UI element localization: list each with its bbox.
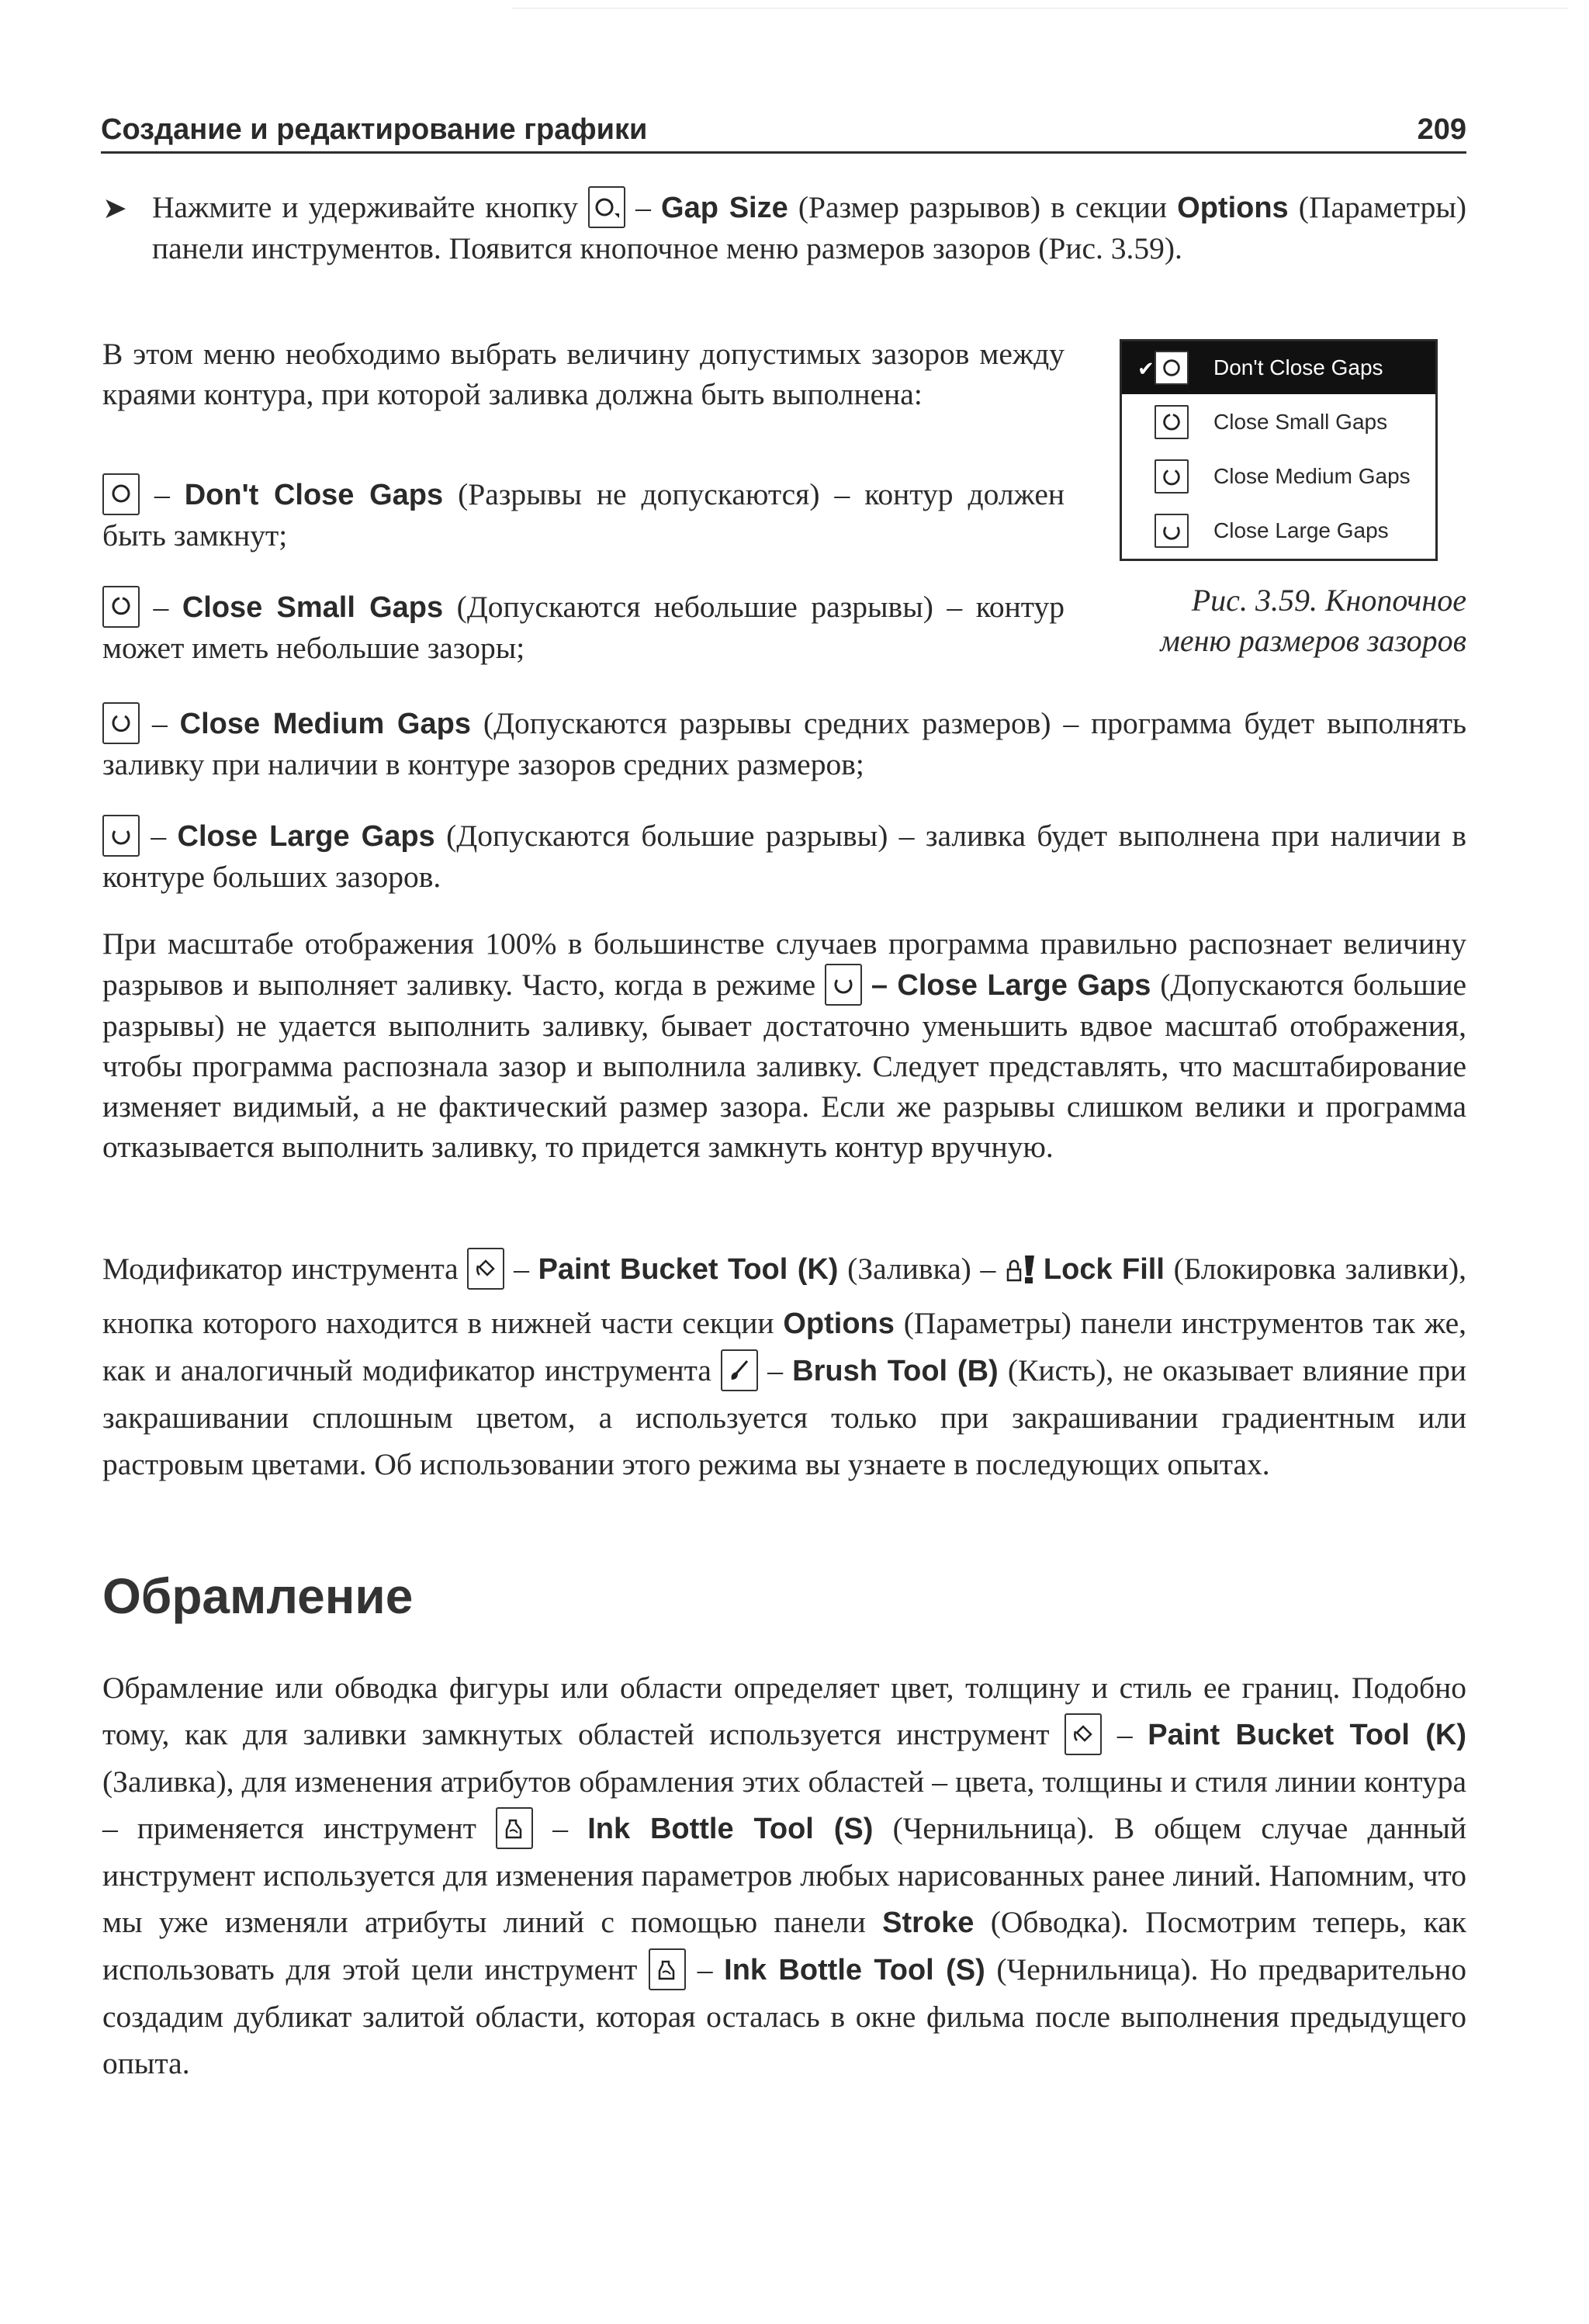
menu-item-dont-close-gaps[interactable] [1122, 341, 1435, 394]
brush-icon [721, 1349, 758, 1391]
options-label: Options [1177, 192, 1289, 224]
paint-bucket-icon [467, 1248, 504, 1290]
running-title: Создание и редактирование графики [101, 113, 648, 146]
page-number: 209 [1417, 113, 1466, 146]
menu-item-label: Close Large Gaps [1213, 518, 1389, 542]
dont-close-gaps-icon [1155, 351, 1189, 385]
ink-bottle-label: Ink Bottle Tool (S) [724, 1954, 985, 1986]
paint-bucket-label: Paint Bucket Tool (K) [538, 1253, 839, 1286]
ink-bottle-icon [496, 1807, 533, 1849]
ink-bottle-icon [649, 1948, 686, 1990]
close-small-gaps-label: Close Small Gaps [182, 591, 444, 624]
close-medium-gaps-label: Close Medium Gaps [179, 708, 471, 740]
brush-tool-label: Brush Tool (B) [792, 1355, 999, 1387]
menu-item-label: Close Medium Gaps [1213, 464, 1411, 488]
option-close-medium-gaps: – Close Medium Gaps (Допускаются разрывы средних размеров) – программа будет выполнять заливку при наличии в контуре зазоров средних размеров; [102, 702, 1466, 784]
lock-fill-icon [1005, 1251, 1039, 1300]
options-label: Options [783, 1307, 895, 1340]
dont-close-gaps-label: Don't Close Gaps [184, 479, 444, 511]
dont-close-gaps-icon [102, 473, 140, 515]
figure-caption [1071, 580, 1466, 661]
option-dont-close-gaps: – Don't Close Gaps (Разрывы не допускаются) – контур должен быть замкнут; [102, 473, 1065, 556]
stroke-paragraph: Обрамление или обводка фигуры или области определяет цвет, толщину и стиль ее границ. Подобно тому, как для заливки замкнутых областей используется инструмент – Paint Bucket Tool (K) (Заливка), для изменения атрибутов обрамления этих областей – цвета, толщины и стиля линии контура – применяется инструмент – Ink Bottle Tool (S) (Чернильница). В общем случае данный инструмент используется для изменения параметров любых нарисованных ранее линий. Напомним, что мы уже изменяли атрибуты линий с помощью панели Stroke (Обводка). Посмотрим теперь, как использовать для этой цели инструмент – Ink Bottle Tool (S) (Чернильница). Но предварительно создадим дубликат залитой области, которая осталась в окне фильма после выполнения предыдущего опыта. [102, 1671, 1467, 2080]
scan-top-line [512, 8, 1567, 9]
stroke-label: Stroke [882, 1907, 975, 1939]
menu-item-close-large-gaps[interactable] [1122, 504, 1435, 557]
menu-item-label: Close Small Gaps [1213, 410, 1388, 434]
intro-paragraph: В этом меню необходимо выбрать величину допустимых зазоров между краями контура, при которой заливка должна быть выполнена: [102, 337, 1065, 411]
ink-bottle-label: Ink Bottle Tool (S) [587, 1813, 874, 1845]
close-medium-gaps-icon [102, 702, 140, 744]
checkmark-icon: ✔ [1137, 357, 1155, 380]
close-large-gaps-icon [102, 815, 140, 857]
gap-size-label: Gap Size [661, 192, 788, 224]
paint-bucket-label: Paint Bucket Tool (K) [1148, 1719, 1466, 1751]
menu-item-close-small-gaps[interactable] [1122, 396, 1435, 449]
gap-size-icon [588, 186, 625, 228]
close-large-gaps-icon [825, 964, 862, 1006]
close-large-gaps-label: Close Large Gaps [177, 820, 435, 853]
modifier-paragraph: Модификатор инструмента – Paint Bucket Tool (K) (Заливка) – Lock Fill (Блокировка заливки), кнопка которого находится в нижней части секции Options (Параметры) панели инструментов так же, как и аналогичный модификатор инструмента – Brush Tool (B) (Кисть), не оказывает влияние при закрашивании сплошным цветом, а используется только при закрашивании градиентным или растровым цветами. Об использовании этого режима вы узнаете в последующих опытах. [102, 1245, 1466, 1488]
bullet-text-1: Нажмите и удерживайте кнопку [152, 190, 589, 224]
running-header [101, 110, 1466, 151]
caption-line-2: меню размеров зазоров [1160, 623, 1466, 658]
bullet-marker: ➤ [102, 192, 127, 225]
close-large-gaps-label: – Close Large Gaps [871, 969, 1151, 1002]
caption-line-1: Рис. 3.59. Кнопочное [1191, 583, 1466, 618]
header-rule [101, 151, 1466, 154]
option-close-small-gaps: – Close Small Gaps (Допускаются небольшие разрывы) – контур может иметь небольшие зазоры; [102, 586, 1065, 668]
close-small-gaps-icon [102, 586, 140, 628]
menu-item-close-medium-gaps[interactable] [1122, 450, 1435, 503]
gap-size-menu [1120, 339, 1438, 561]
scale-paragraph: При масштабе отображения 100% в большинстве случаев программа правильно распознает величину разрывов и выполняет заливку. Часто, когда в режиме – Close Large Gaps (Допускаются большие разрывы) не удается выполнить заливку, бывает достаточно уменьшить вдвое масштаб отображения, чтобы программа распознала зазор и выполнила заливку. Следует представлять, что масштабирование изменяет видимый, а не фактический размер зазора. Если же разрывы слишком велики и программа отказывается выполнить заливку, то придется замкнуть контур вручную. [102, 926, 1467, 1164]
option-close-large-gaps: – Close Large Gaps (Допускаются большие разрывы) – заливка будет выполнена при наличии в контуре больших зазоров. [102, 815, 1466, 897]
paint-bucket-icon [1065, 1713, 1102, 1755]
close-large-gaps-icon [1155, 514, 1189, 548]
close-medium-gaps-icon [1155, 459, 1189, 494]
bullet-paragraph: Нажмите и удерживайте кнопку – Gap Size (Размер разрывов) в секции Options (Параметры) панели инструментов. Появится кнопочное меню размеров зазоров (Рис. 3.59). [152, 186, 1466, 268]
section-heading: Обрамление [102, 1568, 414, 1624]
lock-fill-label: Lock Fill [1043, 1253, 1165, 1286]
close-small-gaps-icon [1155, 405, 1189, 439]
menu-item-label: Don't Close Gaps [1213, 355, 1383, 379]
